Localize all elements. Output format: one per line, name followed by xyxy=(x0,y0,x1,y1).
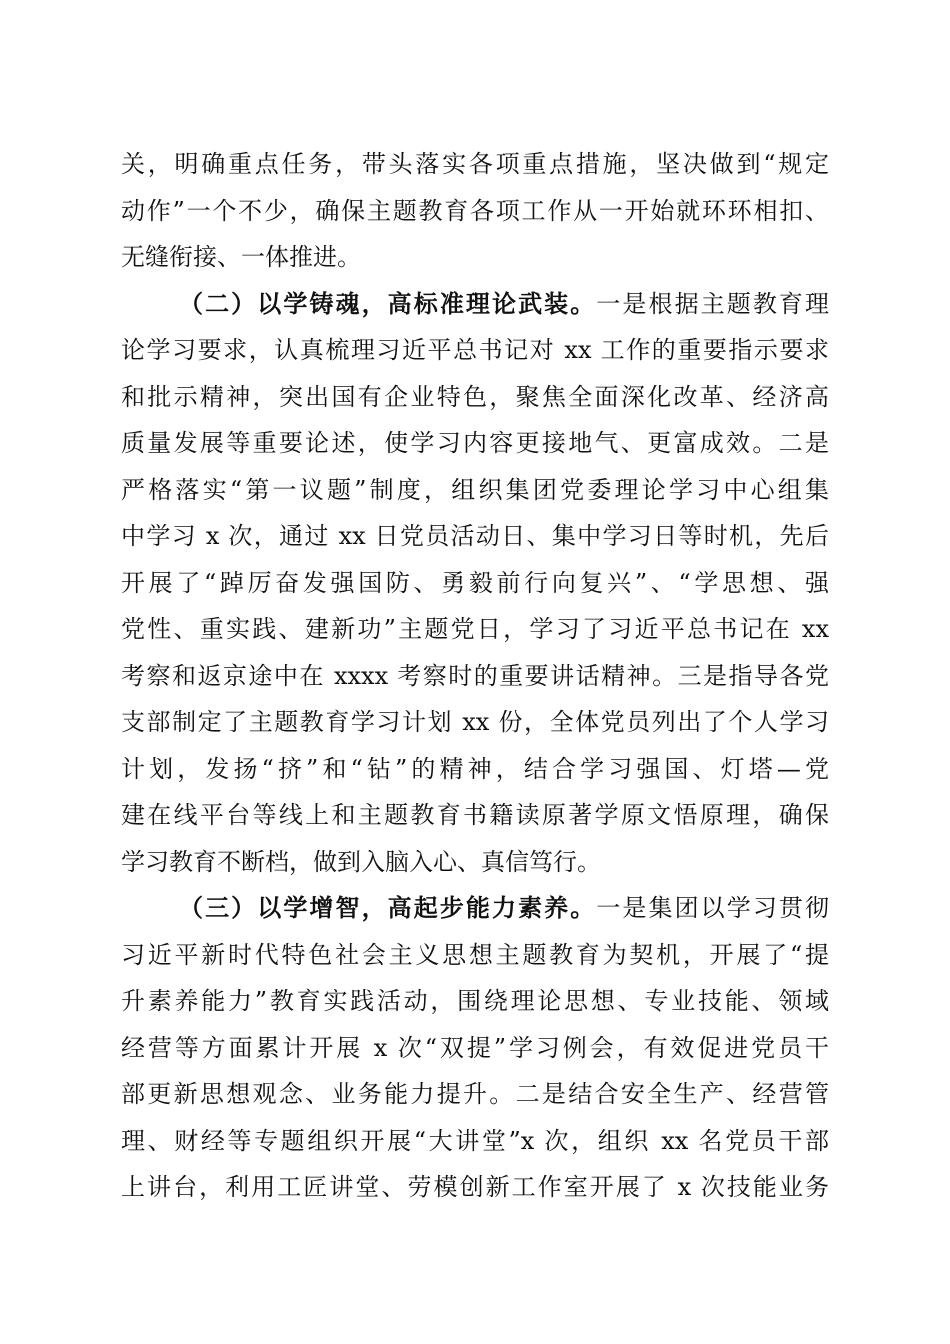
text-line: 升素养能力”教育实践活动，围绕理论思想、专业技能、领域 xyxy=(121,987,829,1015)
text-line: 经营等方面累计开展 x 次“双提”学习例会，有效促进党员干 xyxy=(121,1033,829,1062)
text-line: 党性、重实践、建新功”主题党日，学习了习近平总书记在 xx xyxy=(121,615,829,643)
text-span: 一是根据主题教育理 xyxy=(596,289,830,318)
text-line: 计划，发扬“挤”和“钻”的精神，结合学习强国、灯塔—党 xyxy=(121,754,829,783)
text-line: 考察和返京途中在 xxxx 考察时的重要讲话精神。三是指导各党 xyxy=(121,661,829,690)
text-line: 和批示精神，突出国有企业特色，聚焦全面深化改革、经济高 xyxy=(121,382,829,411)
text-line: 关，明确重点任务，带头落实各项重点措施，坚决做到“规定 xyxy=(121,150,829,178)
section-paragraph-start xyxy=(121,281,829,328)
text-line: 论学习要求，认真梳理习近平总书记对 xx 工作的重要指示要求 xyxy=(121,336,829,364)
text-line: 中学习 x 次，通过 xx 日党员活动日、集中学习日等时机，先后 xyxy=(121,522,829,550)
section-heading: （二）以学铸魂，高标准理论武装。 xyxy=(179,288,597,318)
text-line: 学习教育不断档，做到入脑入心、真信笃行。 xyxy=(121,847,601,876)
text-line: 建在线平台等线上和主题教育书籍读原著学原文悟原理，确保 xyxy=(121,801,829,829)
text-line: 动作”一个不少，确保主题教育各项工作从一开始就环环相扣、 xyxy=(121,196,829,225)
text-line: 上讲台，利用工匠讲堂、劳模创新工作室开展了 x 次技能业务 xyxy=(121,1173,829,1201)
text-line: 严格落实“第一议题”制度，组织集团党委理论学习中心组集 xyxy=(121,475,829,504)
text-line: 无缝衔接、一体推进。 xyxy=(121,243,361,271)
text-line: 开展了“踔厉奋发强国防、勇毅前行向复兴”、“学思想、强 xyxy=(121,568,829,597)
text-line: 习近平新时代特色社会主义思想主题教育为契机，开展了“提 xyxy=(121,940,829,969)
section-heading: （三）以学增智，高起步能力素养。 xyxy=(179,893,597,922)
body-text xyxy=(121,141,829,1211)
text-line: 支部制定了主题教育学习计划 xx 份，全体党员列出了个人学习 xyxy=(121,708,829,736)
text-line: 质量发展等重要论述，使学习内容更接地气、更富成效。二是 xyxy=(121,429,829,457)
text-line: 部更新思想观念、业务能力提升。二是结合安全生产、经营管 xyxy=(121,1080,829,1108)
text-span: 一是集团以学习贯彻 xyxy=(596,894,830,922)
text-line: 理、财经等专题组织开展“大讲堂”x 次，组织 xx 名党员干部 xyxy=(121,1126,829,1155)
section-paragraph-start xyxy=(121,885,829,932)
